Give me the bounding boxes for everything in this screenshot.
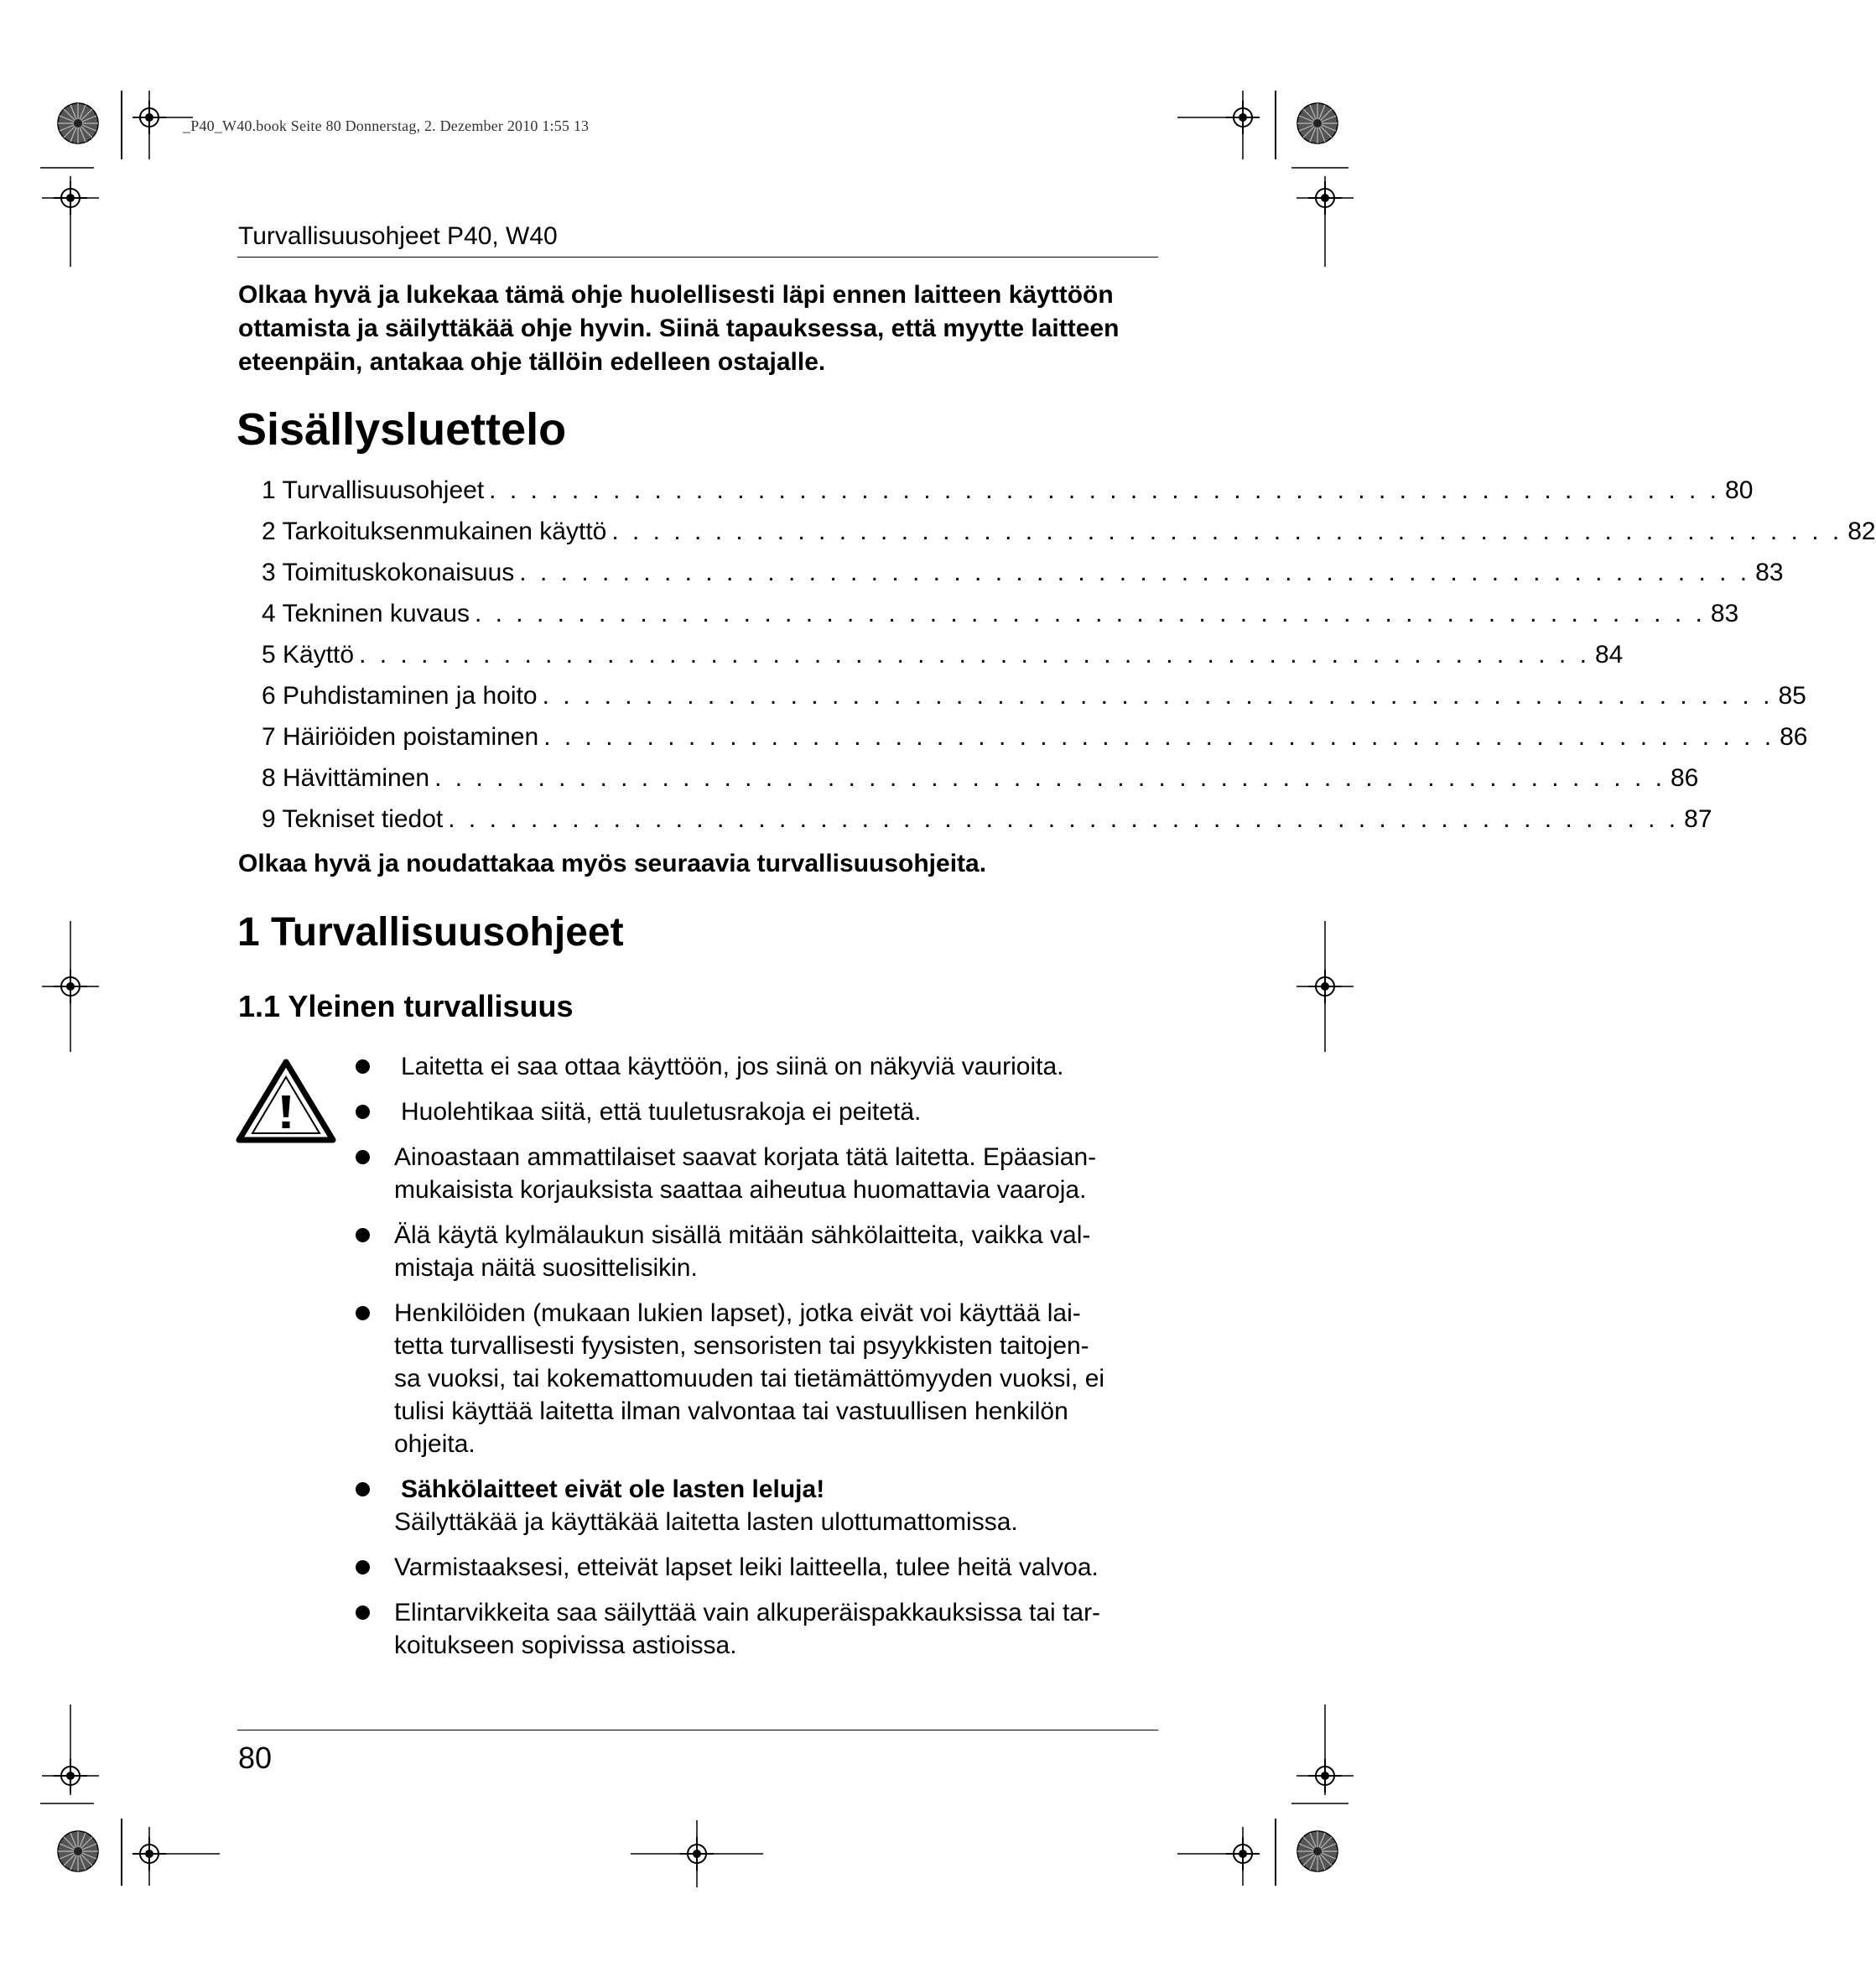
list-item: [352, 1596, 1161, 1662]
bullet-icon: [356, 1482, 370, 1496]
list-item-line: Varmistaaksesi, etteivät lapset leiki laitteella, tulee heitä valvoa.: [394, 1553, 1099, 1581]
header-rule: [237, 257, 1158, 258]
toc-entry[interactable]: [262, 470, 1754, 511]
toc-leader: . . . . . . . . . . . . . . . . . . . . . . . . . . . . . . . . . . . . . . . . . . . . . . . . . . . . . . . . . . . .: [474, 600, 1706, 627]
list-item-line: Ainoastaan ammattilaiset saavat korjata tätä laitetta. Epäasian-: [394, 1143, 1097, 1171]
list-item-line: Säilyttäkää ja käyttäkää laitetta lasten ulottumattomissa.: [394, 1508, 1018, 1536]
list-item: [352, 1551, 1161, 1584]
list-item-line: tulisi käyttää laitetta ilman valvontaa tai vastuullisen henkilön: [394, 1397, 1068, 1425]
bullet-icon: [356, 1150, 370, 1164]
list-item-line: Laitetta ei saa ottaa käyttöön, jos siinä on näkyviä vaurioita.: [401, 1053, 1064, 1080]
toc-leader: . . . . . . . . . . . . . . . . . . . . . . . . . . . . . . . . . . . . . . . . . . . . . . . . . . . . . . . . . . . .: [359, 641, 1590, 669]
toc-leader: . . . . . . . . . . . . . . . . . . . . . . . . . . . . . . . . . . . . . . . . . . . . . . . . . . . . . . . . . . . .: [434, 764, 1666, 792]
toc-entry-page: 87: [1684, 805, 1712, 833]
list-item-line: ohjeita.: [394, 1430, 475, 1458]
toc-entry-page: 80: [1725, 476, 1754, 504]
bullet-icon: [356, 1059, 370, 1074]
subsection-heading: 1.1 Yleinen turvallisuus: [238, 989, 574, 1023]
list-item: [352, 1095, 1161, 1128]
toc-entry-page: 82: [1847, 518, 1876, 545]
running-header: Turvallisuusohjeet P40, W40: [238, 222, 558, 250]
toc-entry-title: 1 Turvallisuusohjeet: [262, 476, 485, 504]
list-item: [352, 1219, 1161, 1284]
list-item-line: Älä käytä kylmälaukun sisällä mitään sähkölaitteita, vaikka val-: [394, 1221, 1091, 1249]
intro-paragraph: Olkaa hyvä ja lukekaa tämä ohje huolellisesti läpi ennen laitteen käyttöön ottamista ja säilyttäkää ohje hyvin. Siinä tapauksessa, että myytte laitteen eteenpäin, antakaa ohje tällöin edelleen ostajalle.: [238, 281, 1120, 376]
list-item-line: Huolehtikaa siitä, että tuuletusrakoja ei peitetä.: [401, 1098, 922, 1126]
bullet-icon: [356, 1306, 370, 1320]
toc-entry[interactable]: [262, 593, 1739, 634]
safety-bullet-list: [352, 1050, 1161, 1674]
list-item-line: Henkilöiden (mukaan lukien lapset), jotka eivät voi käyttää lai-: [394, 1299, 1081, 1327]
toc-entry[interactable]: [262, 511, 1876, 552]
toc-entry[interactable]: [262, 634, 1624, 675]
toc-entry-page: 86: [1670, 764, 1699, 792]
bullet-icon: [356, 1105, 370, 1119]
toc-leader: . . . . . . . . . . . . . . . . . . . . . . . . . . . . . . . . . . . . . . . . . . . . . . . . . . . . . . . . . . . .: [448, 805, 1680, 833]
toc-entry[interactable]: [262, 675, 1806, 716]
list-item-line: Elintarvikkeita saa säilyttää vain alkuperäispakkauksissa tai tar-: [394, 1599, 1101, 1626]
toc-leader: . . . . . . . . . . . . . . . . . . . . . . . . . . . . . . . . . . . . . . . . . . . . . . . . . . . . . . . . . . . .: [543, 723, 1775, 751]
section-heading: 1 Turvallisuusohjeet: [237, 910, 624, 955]
toc-entry[interactable]: [262, 552, 1784, 593]
toc-leader: . . . . . . . . . . . . . . . . . . . . . . . . . . . . . . . . . . . . . . . . . . . . . . . . . . . . . . . . . . . .: [542, 682, 1774, 710]
list-item-bold-line: Sähkölaitteet eivät ole lasten leluja!: [401, 1475, 825, 1503]
toc-heading: Sisällysluettelo: [236, 404, 567, 455]
toc-entry-page: 83: [1710, 600, 1739, 627]
list-item-line: mistaja näitä suosittelisikin.: [394, 1254, 698, 1282]
toc-entry-title: 3 Toimituskokonaisuus: [262, 559, 515, 586]
toc-entry-page: 86: [1780, 723, 1808, 751]
toc-entry-page: 84: [1594, 641, 1624, 669]
toc-entry-title: 2 Tarkoituksenmukainen käyttö: [262, 518, 607, 545]
safety-note: Olkaa hyvä ja noudattakaa myös seuraavia turvallisuusohjeita.: [238, 850, 987, 877]
page-number: 80: [238, 1741, 273, 1775]
toc-entry-title: 6 Puhdistaminen ja hoito: [262, 682, 538, 710]
list-item-line: sa vuoksi, tai kokemattomuuden tai tietämättömyyden vuoksi, ei: [394, 1365, 1105, 1392]
bullet-icon: [356, 1560, 370, 1574]
toc-entry[interactable]: [262, 716, 1808, 757]
table-of-contents: [262, 470, 1876, 840]
toc-entry[interactable]: [262, 757, 1699, 799]
list-item: [352, 1297, 1161, 1460]
toc-entry-title: 9 Tekniset tiedot: [262, 805, 444, 833]
warning-triangle-icon: [236, 1059, 335, 1142]
toc-entry-title: 8 Hävittäminen: [262, 764, 430, 792]
toc-leader: . . . . . . . . . . . . . . . . . . . . . . . . . . . . . . . . . . . . . . . . . . . . . . . . . . . . . . . . . . . .: [489, 476, 1721, 504]
toc-entry-title: 7 Häiriöiden poistaminen: [262, 723, 539, 751]
toc-entry[interactable]: [262, 799, 1712, 840]
toc-entry-page: 85: [1778, 682, 1806, 710]
list-item: [352, 1473, 1161, 1538]
toc-entry-page: 83: [1755, 559, 1784, 586]
toc-entry-title: 5 Käyttö: [262, 641, 355, 669]
bullet-icon: [356, 1228, 370, 1242]
list-item-line: koitukseen sopivissa astioissa.: [394, 1632, 737, 1659]
list-item: [352, 1050, 1161, 1083]
toc-leader: . . . . . . . . . . . . . . . . . . . . . . . . . . . . . . . . . . . . . . . . . . . . . . . . . . . . . . . . . . . .: [519, 559, 1751, 586]
list-item-line: tetta turvallisesti fyysisten, sensoristen tai psyykkisten taitojen-: [394, 1332, 1089, 1360]
toc-leader: . . . . . . . . . . . . . . . . . . . . . . . . . . . . . . . . . . . . . . . . . . . . . . . . . . . . . . . . . . . .: [611, 518, 1843, 545]
bullet-icon: [356, 1606, 370, 1620]
list-item: [352, 1141, 1161, 1206]
list-item-line: mukaisista korjauksista saattaa aiheutua huomattavia vaaroja.: [394, 1176, 1087, 1204]
print-slug: _P40_W40.book Seite 80 Donnerstag, 2. Dezember 2010 1:55 13: [183, 117, 590, 134]
toc-entry-title: 4 Tekninen kuvaus: [262, 600, 470, 627]
